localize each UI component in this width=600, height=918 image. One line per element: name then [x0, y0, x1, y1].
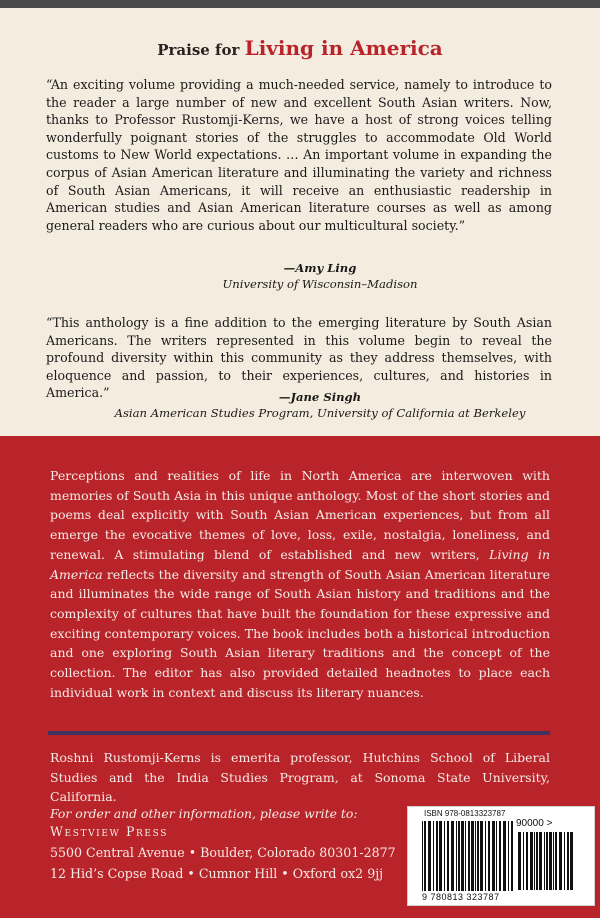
quote-author: —Jane Singh: [278, 390, 362, 404]
book-title: Living in America: [244, 36, 443, 60]
description-part2: reflects the diversity and strength of South Asian American literature and illuminates the wide range of South Asian history and traditions and the complexity of cultures that have built the foundation for these expressive and exciting contemporary voices. The book includes both a historical introduction and one exploring South Asian literary traditions and the concept of the collection. The editor has also provided detailed headnotes to place each individual work in context and discuss its literary nuances.: [50, 566, 550, 700]
section-divider: [48, 731, 550, 735]
description-part1: Perceptions and realities of life in North America are interwoven with memories of South Asia in this unique anthology. Most of the short stories and poems deal explicitly with South Asian American experiences, but from all emerge the evocative themes of love, loss, exile, nostalgia, loneliness, and renewal. A stimulating blend of established and new writers,: [50, 468, 550, 562]
quote-affiliation: Asian American Studies Program, University of California at Berkeley: [114, 406, 526, 420]
barcode-addon-bars: [518, 832, 576, 890]
quote-amy-ling: “An exciting volume providing a much-needed service, namely to introduce to the reader a large number of new and excellent South Asian writers. Now, thanks to Professor Rustomji-Kerns, we have a host of strong voices telling wonderfully poignant stories of the struggles to accommodate Old World customs to New World expectations. … An important volume in expanding the corpus of Asian American literature and illuminating the variety and richness of South Asian Americans, it will receive an enthusiastic readership in American studies and Asian American literature courses as well as among general readers who are curious about our multicultural society.”: [46, 77, 552, 233]
description-book-title: Living in America: [50, 546, 550, 582]
praise-heading-prefix: Praise for: [157, 41, 240, 59]
publisher-address-uk: 12 Hid’s Copse Road • Cumnor Hill • Oxford ox2 9jj: [50, 866, 384, 881]
publisher-name: Westview Press: [50, 824, 168, 839]
author-bio: Roshni Rustomji-Kerns is emerita professor, Hutchins School of Liberal Studies and the India Studies Program, at Sonoma State University, California.: [50, 750, 550, 804]
praise-heading: [0, 36, 600, 60]
barcode-main-bars: [422, 821, 514, 891]
attribution-jane-singh: [100, 389, 540, 421]
barcode-digits: 9 780813 323787: [422, 892, 500, 902]
isbn-label: ISBN 978-0813323787: [424, 809, 506, 818]
order-info-intro: For order and other information, please write to:: [50, 806, 358, 821]
top-edge-strip: [0, 0, 600, 8]
book-description: [50, 466, 550, 702]
isbn-barcode: [407, 806, 595, 906]
price-code: 90000 >: [516, 818, 553, 829]
publisher-address-us: 5500 Central Avenue • Boulder, Colorado 80301-2877: [50, 845, 396, 860]
quote-author: —Amy Ling: [283, 261, 357, 275]
attribution-amy-ling: [100, 260, 540, 292]
quote-jane-singh: “This anthology is a fine addition to the emerging literature by South Asian Americans. The writers represented in this volume begin to reveal the profound diversity within this community as they address themselves, with eloquence and passion, to their experiences, cultures, and histories in America.”: [46, 315, 552, 401]
quote-affiliation: University of Wisconsin–Madison: [222, 277, 418, 291]
